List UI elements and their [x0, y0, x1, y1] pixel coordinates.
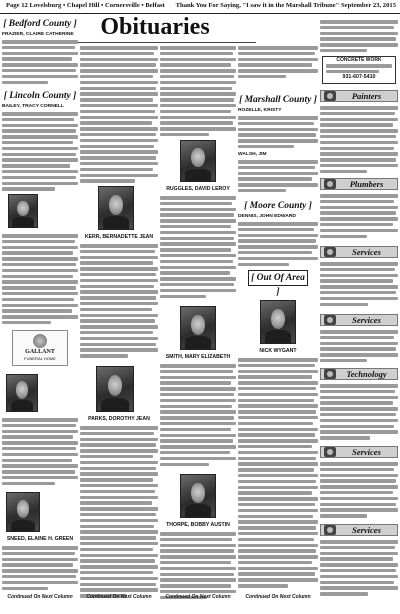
obituary-bailey-judy-text [2, 234, 78, 324]
services-header-label: Services [352, 314, 381, 325]
obituary-sneed-text [2, 546, 78, 590]
obituary-rozelle [238, 108, 318, 114]
column-5-services [320, 16, 398, 604]
tools-icon [324, 447, 336, 457]
obituary-smith-text [160, 364, 236, 466]
photo-blake [6, 374, 38, 412]
obituary-thorpe-text [160, 532, 236, 599]
obituary-bailey-tracy [2, 104, 78, 110]
masthead-left: Page 12 Lovelsburg • Chapel Hill • Cornersville • Belfast [6, 2, 165, 9]
caption-thorpe: THORPE, BOBBY AUSTIN [166, 522, 230, 528]
continued-note-col4: Continued On Next Column [245, 594, 311, 600]
services-header-services-b [320, 314, 398, 326]
wrench-icon [324, 179, 336, 189]
obituary-wygant-text [238, 358, 318, 588]
tools-icon [324, 247, 336, 257]
column-4 [238, 44, 318, 614]
services-header-label: Services [352, 524, 381, 535]
computer-icon [324, 369, 336, 379]
heading-bedford-county: [ Bedford County ] [3, 19, 77, 29]
continued-note-col3: Continued On Next Column [165, 594, 231, 600]
obituary-walsh-text [238, 160, 318, 192]
caption-smith: SMITH, MARY ELIZABETH [165, 354, 231, 360]
classified-text-5 [320, 330, 398, 362]
obituary-frazier [2, 32, 78, 38]
obituary-walsh [238, 152, 318, 158]
classified-text-8 [320, 540, 398, 596]
heading-lincoln-county: [ Lincoln County ] [3, 91, 77, 101]
services-header-label: Technology [346, 368, 387, 379]
masthead-right: Thank You For Saying, "I saw it in the Marshall Tribune" September 23, 2015 [175, 2, 396, 9]
photo-bailey-judy [8, 194, 38, 228]
ad-phone: 931-607-5410 [342, 74, 376, 81]
obituary-dennis [238, 214, 318, 220]
logo-subtitle: FUNERAL HOME [24, 356, 56, 361]
obituary-parks-text [80, 426, 158, 598]
obituary-blake-text [2, 418, 78, 485]
services-header-label: Plumbers [349, 178, 384, 189]
photo-sneed [6, 492, 40, 532]
caption-wygant: NICK WYGANT [259, 348, 297, 354]
tools-icon [324, 525, 336, 535]
services-header-painters [320, 90, 398, 102]
tools-icon [324, 315, 336, 325]
column-2 [80, 44, 158, 614]
photo-ruggles [180, 140, 216, 182]
services-header-technology [320, 368, 398, 380]
caption-parks: PARKS, DOROTHY JEAN [88, 416, 150, 422]
logo-name: GALLANT [25, 349, 55, 355]
obituary-name: ROZELLE, KRISTY [238, 108, 282, 113]
obituary-name: DENNIS, JOHN EDWARD [238, 214, 296, 219]
services-header-plumbers [320, 178, 398, 190]
ad-concrete-work [322, 56, 396, 84]
continued-note-col1: Continued On Next Column [7, 594, 73, 600]
photo-kerr [98, 186, 134, 230]
out-of-area-box [248, 270, 308, 297]
heading-out-of-area: [ Out Of Area ] [251, 273, 305, 297]
photo-thorpe [180, 474, 216, 518]
classified-text-3 [320, 194, 398, 238]
page-title: Obituaries [100, 14, 210, 40]
obituary-continued-text-col3 [160, 46, 236, 136]
services-header-label: Services [352, 446, 381, 457]
classified-text-4 [320, 262, 398, 306]
caption-ruggles: RUGGLES, DAVID LEROY [166, 186, 230, 192]
masthead [0, 0, 400, 14]
photo-smith [180, 306, 216, 350]
services-header-services-c [320, 446, 398, 458]
services-header-services-d [320, 524, 398, 536]
photo-parks [96, 366, 134, 412]
photo-wygant [260, 300, 296, 344]
obituary-kerr-text [80, 244, 158, 358]
gallant-funeral-home-logo [12, 330, 68, 366]
obituary-name: FRAZIER, CLAIRE CATHERINE [2, 32, 74, 37]
services-header-services-a [320, 246, 398, 258]
classified-text-7 [320, 462, 398, 518]
title-rule [56, 42, 256, 43]
funeral-home-emblem-icon [33, 334, 47, 348]
continued-note-col2: Continued On Next Column [86, 594, 152, 600]
obituary-frazier-text [2, 40, 78, 84]
caption-kerr: KERR, BERNADETTE JEAN [84, 234, 154, 240]
heading-marshall-county: [ Marshall County ] [239, 95, 317, 105]
classified-text-6 [320, 384, 398, 440]
obituary-name: BAILEY, TRACY CORNELL [2, 104, 64, 109]
obituary-text-col4 [238, 46, 318, 78]
classified-text-2 [320, 106, 398, 173]
obituary-dennis-text [238, 222, 318, 266]
column-1 [2, 16, 78, 604]
classified-text-1 [320, 20, 398, 52]
obituary-bailey-tracy-text [2, 112, 78, 191]
caption-sneed: SNEED, ELAINE H. GREEN [6, 536, 74, 542]
obituary-name: WALSH, JIM [238, 152, 267, 157]
obituary-rozelle-text [238, 116, 318, 148]
obituary-continued-text [80, 46, 158, 183]
ad-title: CONCRETE WORK [336, 57, 382, 63]
services-header-label: Painters [351, 90, 382, 101]
services-header-label: Services [352, 246, 381, 257]
obituary-ruggles-text [160, 196, 236, 298]
paint-brush-icon [324, 91, 336, 101]
column-3 [160, 44, 236, 614]
heading-moore-county: [ Moore County ] [244, 201, 312, 211]
